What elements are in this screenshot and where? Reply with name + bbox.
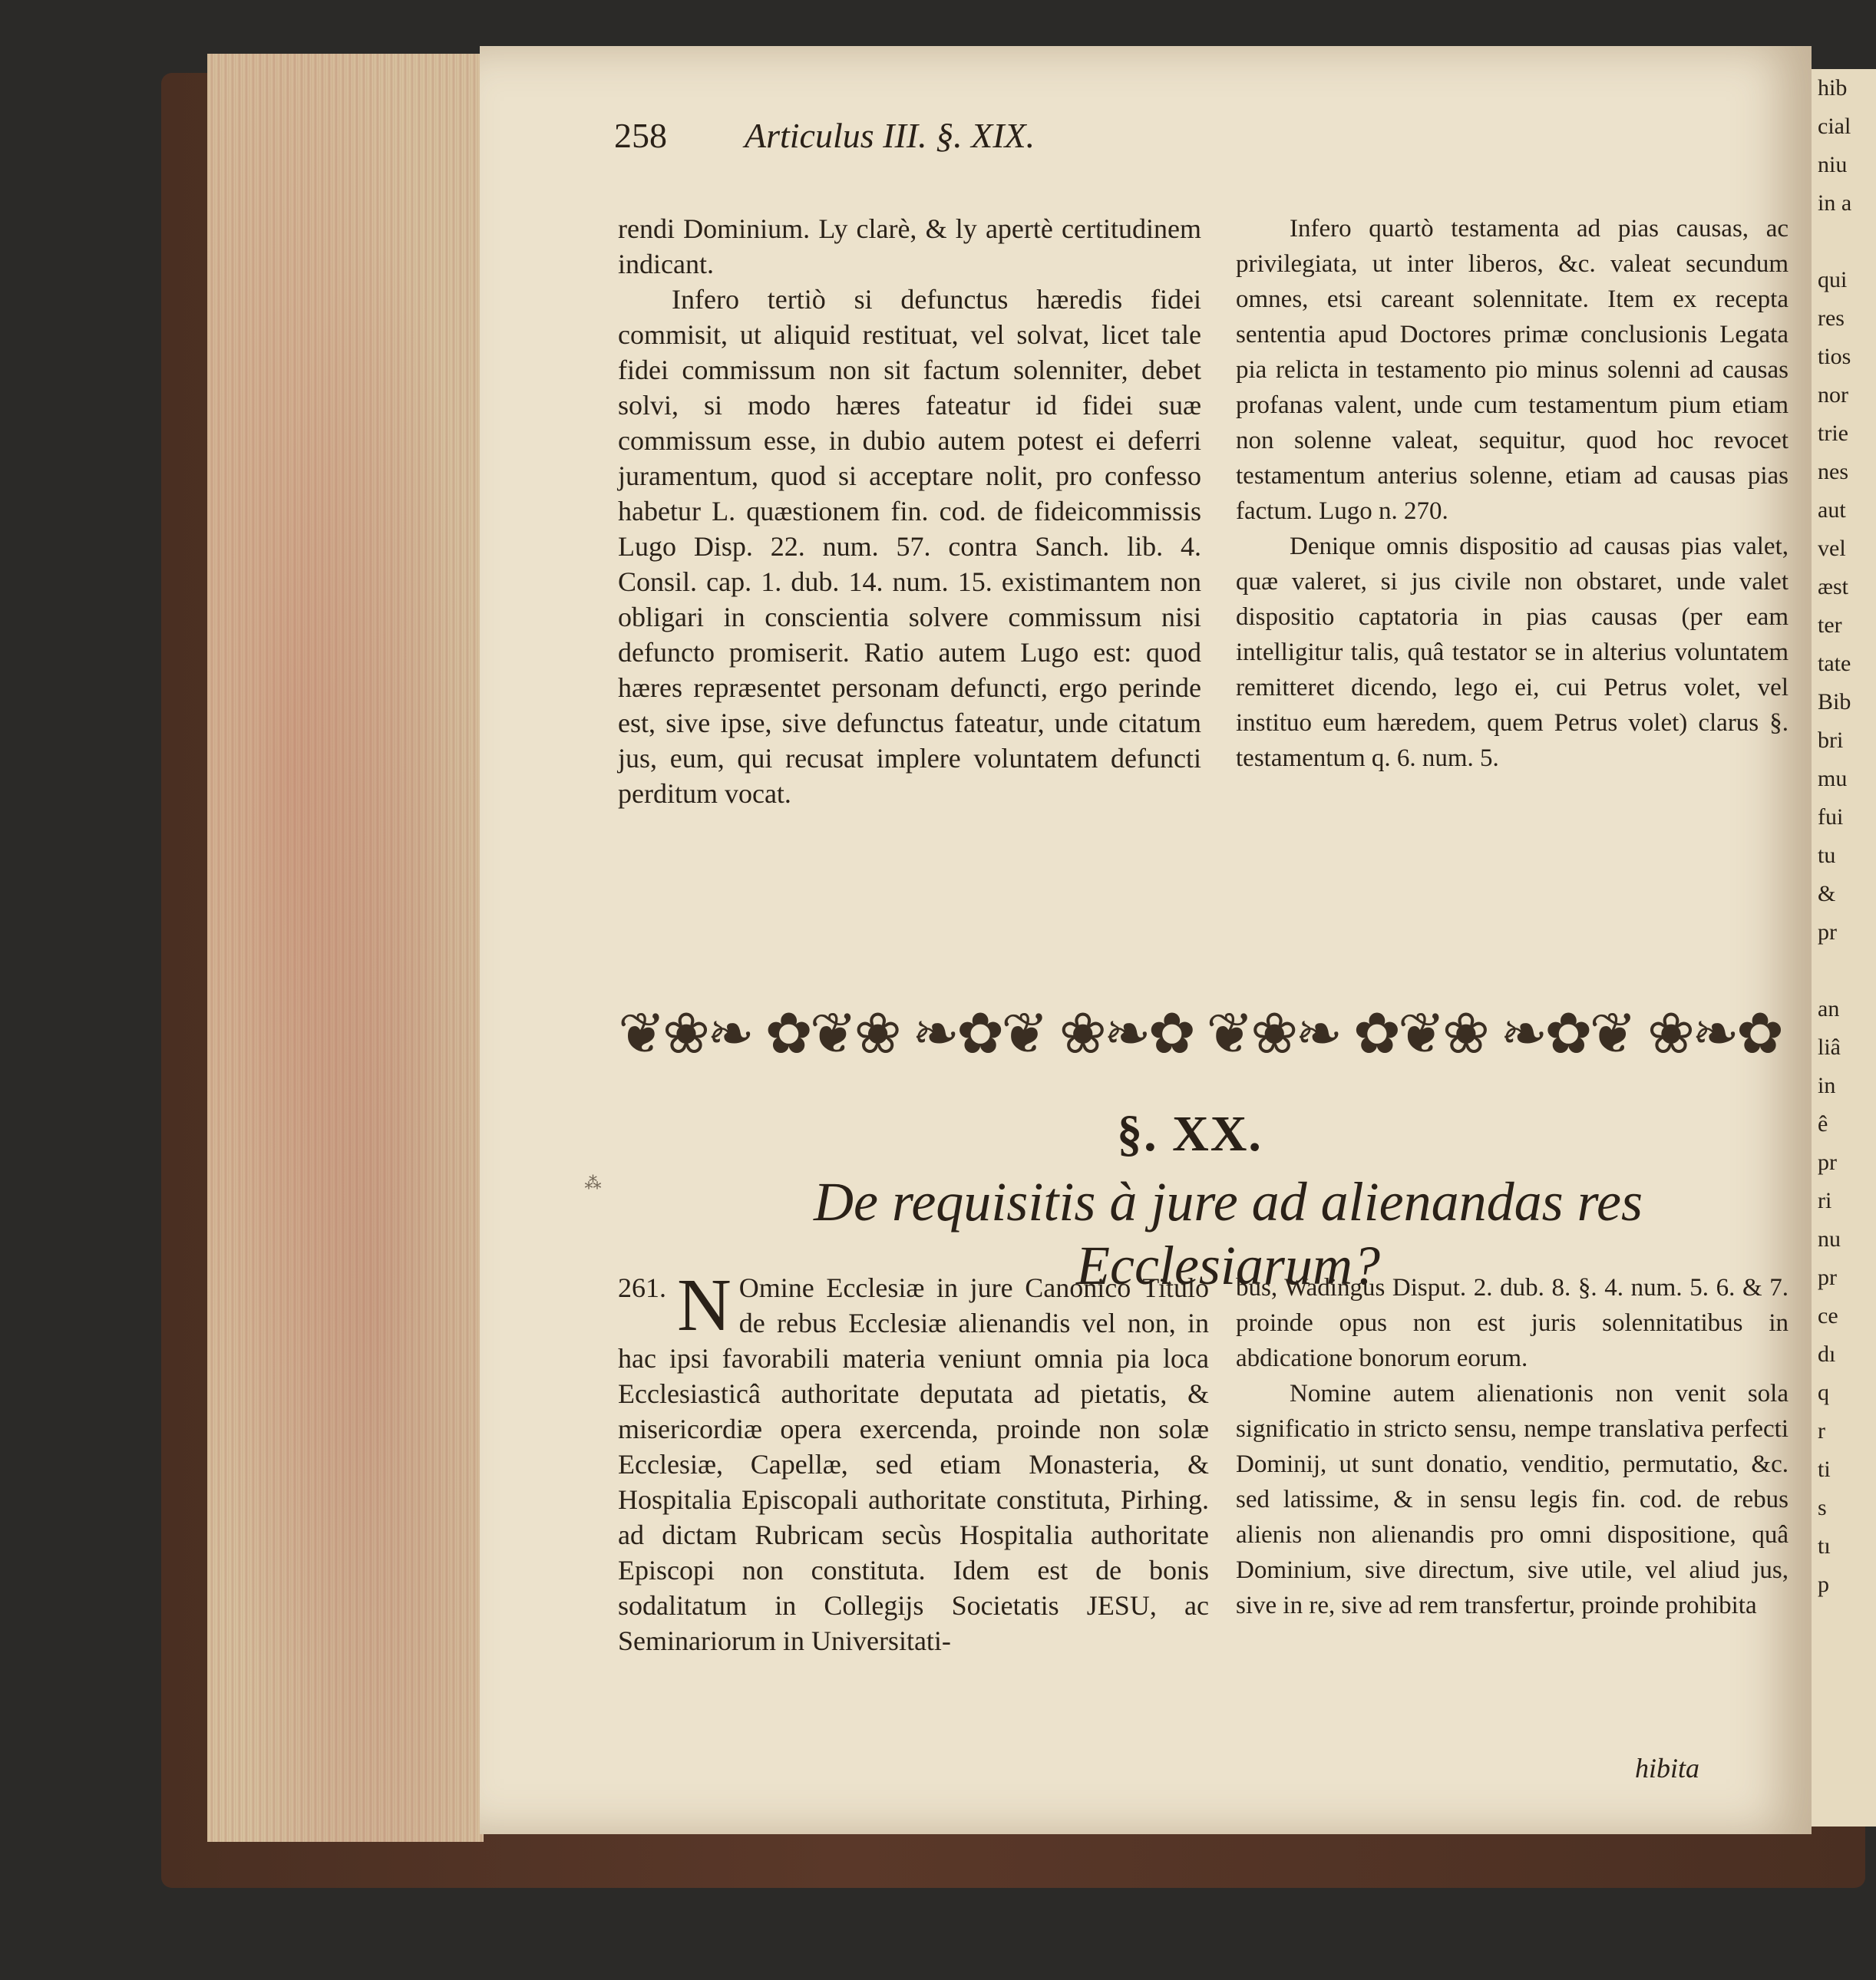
- page-number: 258: [614, 116, 667, 155]
- facing-page-line: ê: [1818, 1111, 1828, 1137]
- facing-page-line: fui: [1818, 804, 1844, 830]
- facing-page-line: aut: [1818, 497, 1846, 523]
- facing-page-line: dı: [1818, 1341, 1836, 1367]
- catchword: hibita: [1635, 1753, 1700, 1784]
- facing-page-line: s: [1818, 1495, 1827, 1520]
- right-column-top: [1236, 211, 1788, 776]
- facing-page-line: ter: [1818, 612, 1842, 638]
- drop-cap: N: [677, 1264, 732, 1347]
- paragraph: Denique omnis dispositio ad causas pias valet, quæ valeret, si jus civile non obstaret, unde valet dispositio captatoria in pias causas (per eam intelligitur talis, quâ testator se in alterius voluntatem remitteret dicendo, lego ei, cui Petrus volet, vel instituo eum hæredem, quem Petrus volet) clarus §. testamentum q. 6. num. 5.: [1236, 533, 1788, 772]
- running-header: [614, 115, 1412, 169]
- facing-page-line: &: [1818, 881, 1836, 906]
- facing-page-line: qui: [1818, 267, 1848, 292]
- facing-page-line: ri: [1818, 1188, 1832, 1213]
- right-column-bottom: [1236, 1270, 1788, 1623]
- facing-page-line: r: [1818, 1418, 1825, 1444]
- facing-page-line: cial: [1818, 114, 1851, 139]
- left-column-bottom: [618, 1264, 1209, 1658]
- facing-page-line: tu: [1818, 843, 1836, 868]
- facing-page-line: nor: [1818, 382, 1848, 408]
- ornamental-band: ❦❀❧ ✿❦❀ ❧✿❦ ❀❧✿ ❦❀❧ ✿❦❀ ❧✿❦ ❀❧✿: [618, 1003, 1781, 1066]
- facing-page-line: [1812, 952, 1876, 990]
- facing-page-line: bri: [1818, 728, 1844, 753]
- facing-page-line: in a: [1818, 190, 1852, 216]
- facing-page-line: nu: [1818, 1226, 1841, 1252]
- facing-page-line: tı: [1818, 1533, 1831, 1559]
- facing-page-line: hib: [1818, 75, 1848, 101]
- facing-page-line: q: [1818, 1380, 1829, 1405]
- paragraph-number: 261.: [618, 1272, 666, 1303]
- paragraph: Infero quartò testamenta ad pias causas, ac privilegiata, ut inter liberos, &c. valeat secundum omnes, etsi careant solennitate. Item ex recepta sententia apud Doctores primæ conclusionis Legata pia relicta in testamento pio minus solenni ad causas profanas valent, unde cum testamentum pium etiam non solenne valeat, sequitur, quod hoc revocet testamentum anterius solenne, etiam ad causas pias factum. Lugo n. 270.: [1236, 215, 1788, 525]
- facing-page-line: nes: [1818, 459, 1848, 484]
- facing-page-line: pr: [1818, 1265, 1837, 1290]
- facing-page-line: tios: [1818, 344, 1851, 369]
- facing-page-line: pr: [1818, 919, 1837, 945]
- facing-page-line: liâ: [1818, 1035, 1841, 1060]
- section-number: §. XX.: [1117, 1106, 1263, 1162]
- facing-page-line: trie: [1818, 421, 1848, 446]
- facing-page-line: æst: [1818, 574, 1849, 599]
- facing-page-line: niu: [1818, 152, 1848, 177]
- facing-page-line: [1812, 223, 1876, 261]
- facing-page-line: in: [1818, 1073, 1836, 1098]
- facing-page-line: ti: [1818, 1457, 1831, 1482]
- facing-page-line: ce: [1818, 1303, 1838, 1328]
- page-edges: [207, 54, 484, 1842]
- margin-mark: ⁂: [584, 1174, 603, 1193]
- facing-page-line: an: [1818, 996, 1840, 1021]
- facing-page-line: tate: [1818, 651, 1851, 676]
- paragraph: Omine Ecclesiæ in jure Canonico Titulo de rebus Ecclesiæ alienandis vel non, in hac ipsi favorabili materia veniunt omnia pia loca Ecclesiasticâ authoritate deputata ad pietatis, & misericordiæ opera exercenda, proinde non solæ Ecclesiæ, Capellæ, sed etiam Monasteria, & Hospitalia Episcopali authoritate constituta, Pirhing. ad dictam Rubricam secùs Hospitalia authoritate Episcopi non constituta. Idem est de bonis sodalitatum in Collegijs Societatis JESU, ac Seminariorum in Universitati-: [618, 1272, 1209, 1656]
- facing-page-line: mu: [1818, 766, 1848, 791]
- paragraph: bus, Wadingus Disput. 2. dub. 8. §. 4. num. 5. 6. & 7. proinde opus non est juris solennitatibus in abdicatione bonorum eorum.: [1236, 1274, 1788, 1372]
- facing-page-line: res: [1818, 305, 1845, 331]
- paragraph: Infero tertiò si defunctus hæredis fidei commisit, ut aliquid restituat, vel solvat, licet tale fidei commissum non sit factum solenniter, debet solvi, si modo hæres fateatur id fidei suæ commissum esse, in dubio autem potest ei deferri juramentum, quod si acceptare nolit, pro confesso habetur L. quæstionem fin. cod. de fideicommissis Lugo Disp. 22. num. 57. contra Sanch. lib. 4. Consil. cap. 1. dub. 14. num. 15. existimantem non obligari in conscientia solvere commissum nisi defuncto promiserit. Ratio autem Lugo est: quod hæres repræsentet personam defuncti, ergo perinde est, sive ipse, sive defunctus fateatur, unde citatum jus, eum, qui recusat implere voluntatem defuncti perditum vocat.: [618, 284, 1201, 809]
- facing-page-line: pr: [1818, 1150, 1837, 1175]
- paragraph: rendi Dominium. Ly clarè, & ly apertè certitudinem indicant.: [618, 213, 1201, 279]
- facing-page-fragment: [1812, 69, 1876, 1827]
- left-column-top: [618, 211, 1201, 811]
- facing-page-line: p: [1818, 1572, 1829, 1597]
- facing-page-line: Bib: [1818, 689, 1851, 714]
- facing-page-line: vel: [1818, 536, 1846, 561]
- running-title: Articulus III. §. XIX.: [745, 116, 1035, 155]
- paragraph: Nomine autem alienationis non venit sola significatio in stricto sensu, nempe translativa perfecti Dominij, ut sunt donatio, venditio, permutatio, &c. sed latissime, & in sensu legis fin. cod. de rebus alienis non alienandis pro omni dispositione, quâ Dominium, sive directum, sive utile, vel aliud jus, sive in re, sive ad rem transfertur, proinde prohibita: [1236, 1380, 1788, 1619]
- section-title: De requisitis à jure ad alienandas res Ecclesiarum?: [814, 1171, 1643, 1296]
